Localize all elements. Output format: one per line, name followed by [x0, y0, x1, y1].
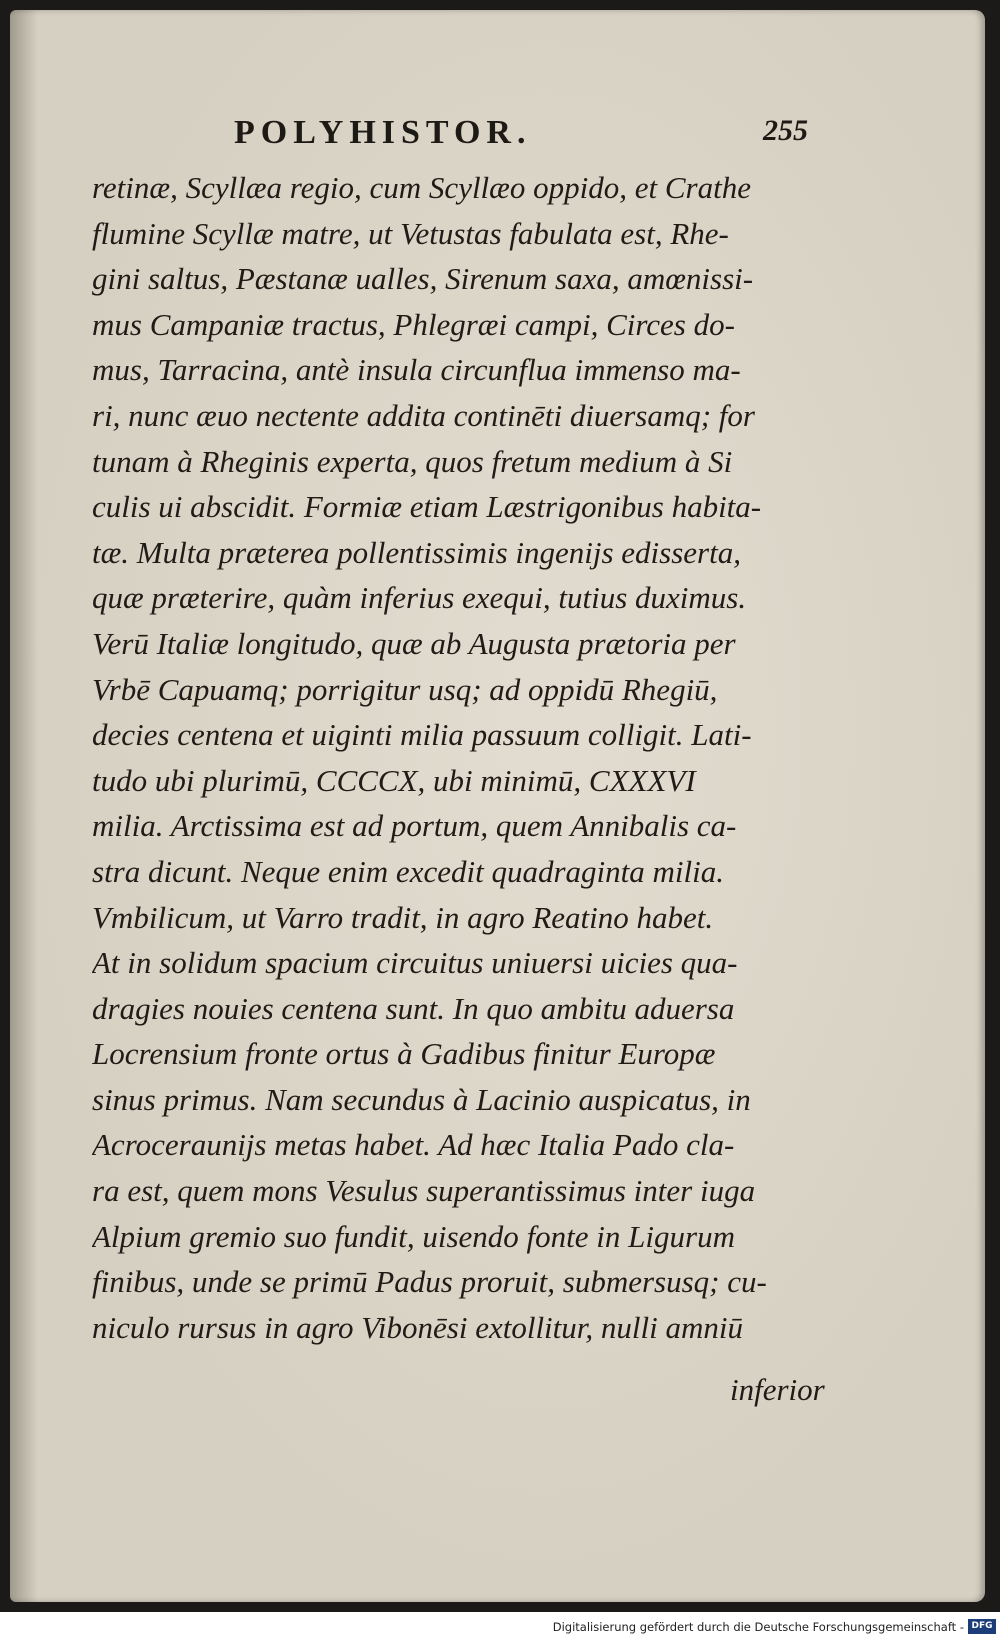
running-head: [10, 114, 985, 158]
text-line: Vmbilicum, ut Varro tradit, in agro Reatino habet.: [92, 899, 714, 935]
text-line: tunam à Rheginis experta, quos fretum medium à Si: [92, 443, 733, 479]
text-line: culis ui abscidit. Formiæ etiam Læstrigonibus habita-: [92, 489, 762, 525]
text-line: At in solidum spacium circuitus uniuersi uicies qua-: [92, 945, 738, 981]
dfg-logo-icon: DFG: [968, 1619, 996, 1634]
text-line: Vrbē Capuamq; porrigitur usq; ad oppidū Rhegiū,: [92, 671, 718, 707]
text-line: Acroceraunijs metas habet. Ad hæc Italia Pado cla-: [92, 1127, 735, 1163]
text-line: finibus, unde se primū Padus proruit, submersusq; cu-: [92, 1264, 767, 1300]
text-line: tudo ubi plurimū, CCCCX, ubi minimū, CXXXVI: [92, 762, 696, 798]
text-line: niculo rursus in agro Vibonēsi extollitur, nulli amniū: [92, 1309, 743, 1345]
text-line: gini saltus, Pæstanæ ualles, Sirenum saxa, amœnissi-: [92, 261, 754, 297]
text-line: quæ præterire, quàm inferius exequi, tutius duximus.: [92, 580, 747, 616]
body-text: [92, 165, 832, 1350]
page-number: 255: [763, 114, 808, 147]
text-line: ra est, quem mons Vesulus superantissimus inter iuga: [92, 1173, 756, 1209]
book-page: [10, 10, 985, 1602]
text-line: milia. Arctissima est ad portum, quem Annibalis ca-: [92, 808, 737, 844]
text-line: Alpium gremio suo fundit, uisendo fonte in Ligurum: [92, 1218, 735, 1254]
text-line: mus Campaniæ tractus, Phlegræi campi, Circes do-: [92, 306, 735, 342]
digitization-credit-bar: [0, 1614, 1000, 1641]
text-line: tæ. Multa præterea pollentissimis ingenijs edisserta,: [92, 534, 741, 570]
text-line: Verū Italiæ longitudo, quæ ab Augusta prætoria per: [92, 625, 736, 661]
running-head-title: POLYHISTOR.: [234, 114, 532, 151]
text-line: flumine Scyllæ matre, ut Vetustas fabulata est, Rhe-: [92, 215, 729, 251]
text-line: mus, Tarracina, antè insula circunflua immenso ma-: [92, 352, 741, 388]
text-line: ri, nunc æuo nectente addita continēti diuersamq; for: [92, 397, 755, 433]
credit-text: Digitalisierung gefördert durch die Deutsche Forschungsgemeinschaft -: [552, 1620, 964, 1634]
text-line: retinæ, Scyllæa regio, cum Scyllæo oppido, et Crathe: [92, 170, 751, 205]
text-line: Locrensium fronte ortus à Gadibus finitur Europæ: [92, 1036, 716, 1072]
text-line: stra dicunt. Neque enim excedit quadraginta milia.: [92, 853, 724, 889]
catchword: inferior: [730, 1372, 825, 1407]
text-line: sinus primus. Nam secundus à Lacinio auspicatus, in: [92, 1081, 751, 1117]
text-line: decies centena et uiginti milia passuum colligit. Lati-: [92, 717, 752, 753]
text-line: dragies nouies centena sunt. In quo ambitu aduersa: [92, 990, 735, 1026]
